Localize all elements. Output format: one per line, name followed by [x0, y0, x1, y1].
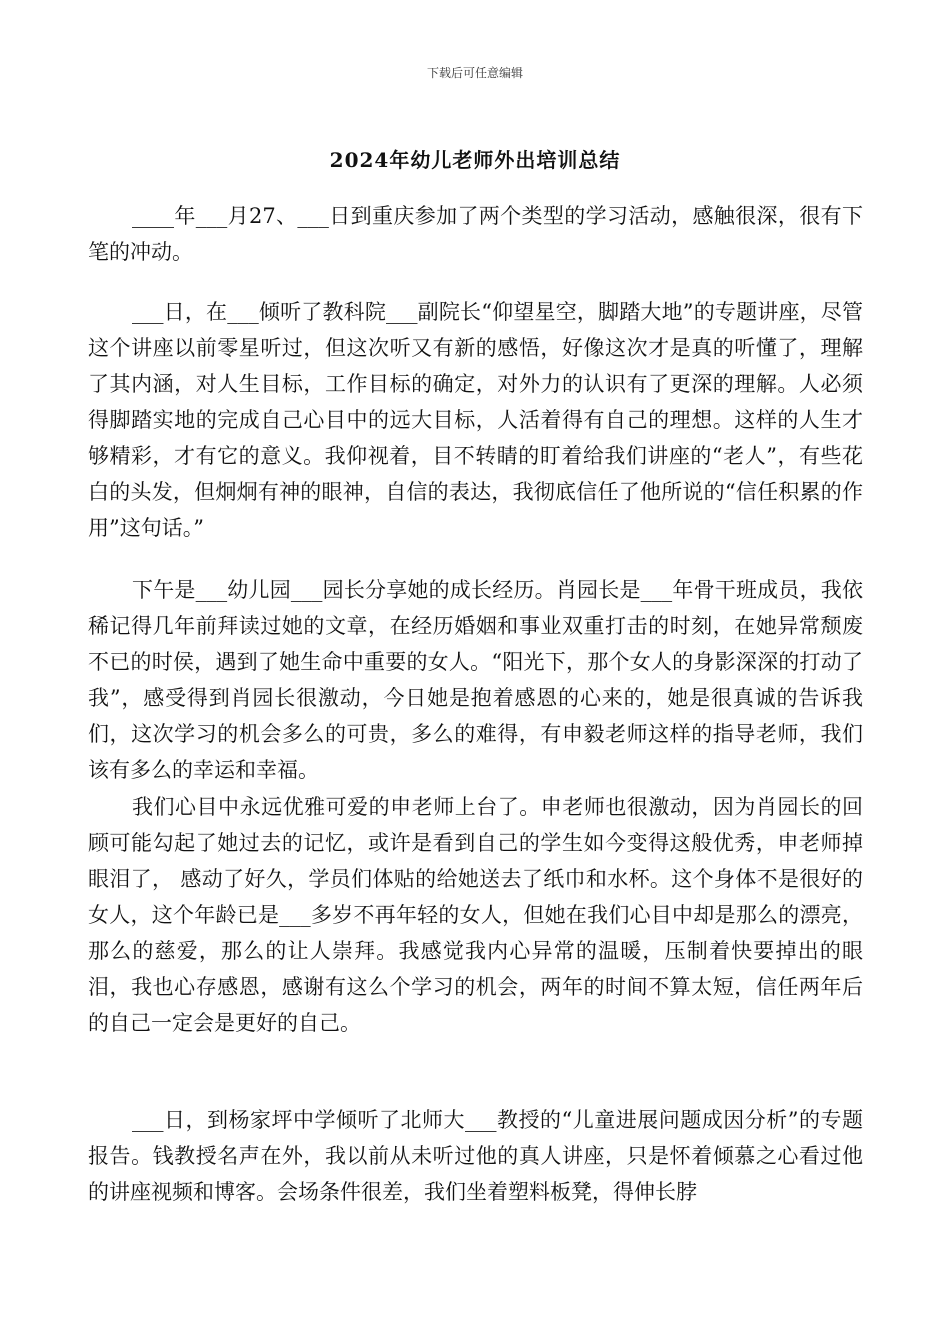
header-note: 下载后可任意编辑 — [426, 66, 523, 80]
paragraph-teacher-shen: 我们心目中永远优雅可爱的申老师上台了。申老师也很激动，因为肖园长的回顾可能勾起了她过去的记忆，或许是看到自己的学生如今变得这般优秀，申老师掉眼泪了， 感动了好久，学员们体贴的给她送去了纸巾和水杯。这个身体不是很好的女人，这个年龄已是___多岁不再年轻的女人，但她在我们心目中却是那么的漂亮，那么的慈爱，那么的让人崇拜。我感觉我内心异常的温暖，压制着快要掉出的眼泪，我也心存感恩，感谢有这么个学习的机会，两年的时间不算太短，信任两年后的自己一定会是更好的自己。 — [88, 795, 863, 1035]
paragraph-intro: ____年___月27、___日到重庆参加了两个类型的学习活动，感触很深，很有下笔的冲动。 — [88, 204, 863, 264]
paragraph-lecture: ___日，在___倾听了教科院___副院长“仰望星空，脚踏大地”的专题讲座，尽管这个讲座以前零星听过，但这次听又有新的感悟，好像这次才是真的听懂了，理解了其内涵，对人生目标，工作目标的确定，对外力的认识有了更深的理解。人必须得脚踏实地的完成自己心目中的远大目标，人活着得有自己的理想。这样的人生才够精彩，才有它的意义。我仰视着，目不转睛的盯着给我们讲座的“老人”，有些花白的头发，但炯炯有神的眼神，自信的表达，我彻底信任了他所说的“信任积累的作用”这句话。” — [88, 300, 863, 540]
paragraph-afternoon: 下午是___幼儿园___园长分享她的成长经历。肖园长是___年骨干班成员，我依稀记得几年前拜读过她的文章，在经历婚姻和事业双重打击的时刻，在她异常颓废不已的时侯，遇到了她生命中重要的女人。“阳光下，那个女人的身影深深的打动了我”，感受得到肖园长很激动，今日她是抱着感恩的心来的，她是很真诚的告诉我们，这次学习的机会多么的可贵，多么的难得，有申毅老师这样的指导老师，我们该有多么的幸运和幸福。 — [88, 578, 863, 782]
paragraph-report: ___日，到杨家坪中学倾听了北师大___教授的“儿童进展问题成因分析”的专题报告。钱教授名声在外，我以前从未听过他的真人讲座，只是怀着倾慕之心看过他的讲座视频和博客。会场条件很差，我们坐着塑料板凳，得伸长脖 — [88, 1108, 863, 1204]
document-title: 2024年幼儿老师外出培训总结 — [329, 148, 621, 172]
